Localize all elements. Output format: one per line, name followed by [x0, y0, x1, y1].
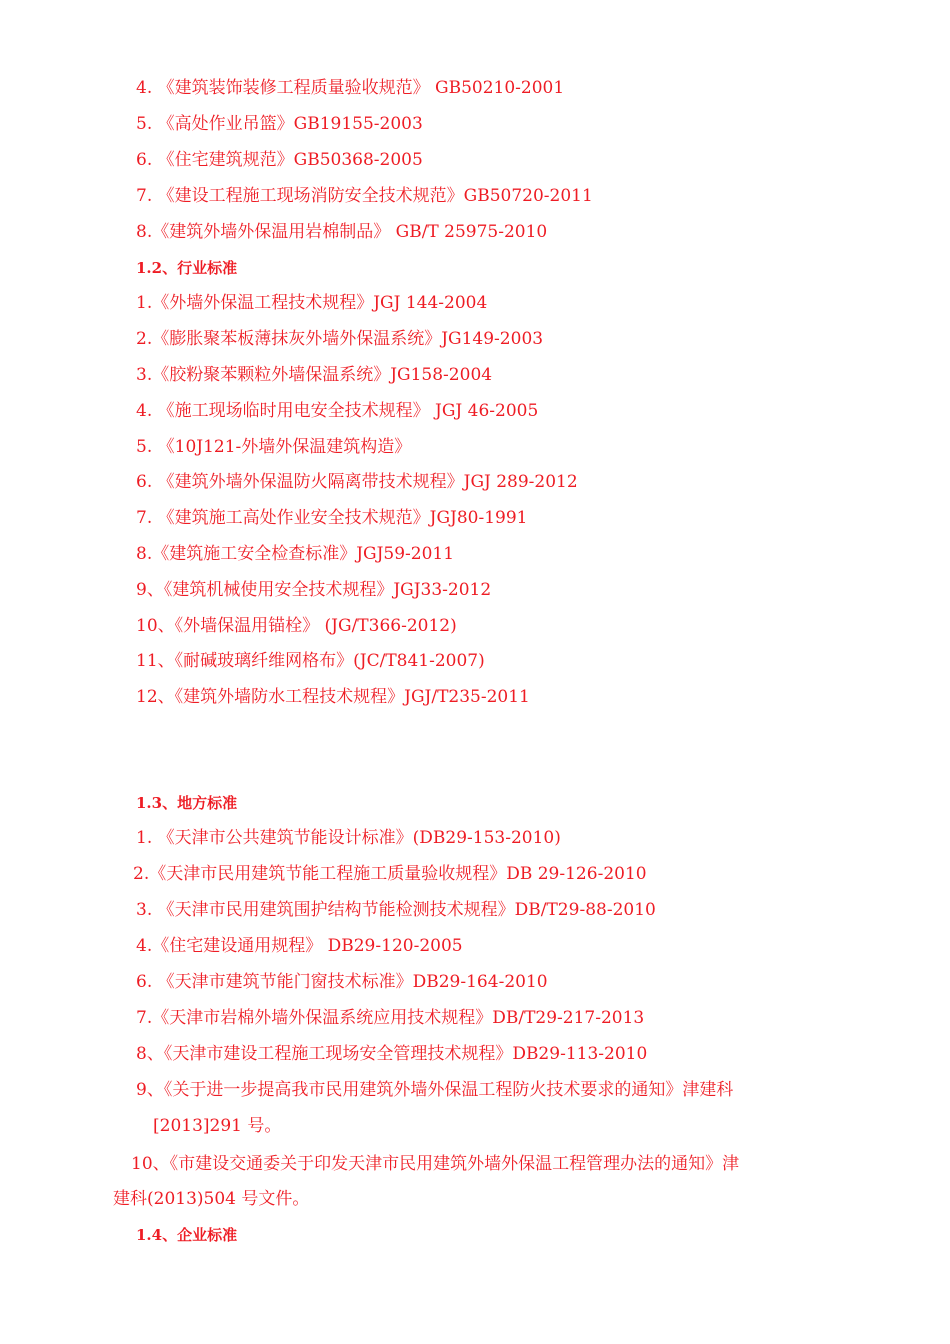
local-standard-item: 7.《天津市岩棉外墙外保温系统应用技术规程》DB/T29-217-2013: [136, 1008, 645, 1028]
industry-standard-item: 4. 《施工现场临时用电安全技术规程》 JGJ 46-2005: [136, 401, 539, 421]
national-standard-item: 6. 《住宅建筑规范》GB50368-2005: [136, 150, 423, 170]
industry-standard-item: 5. 《10J121-外墙外保温建筑构造》: [136, 437, 412, 457]
industry-standard-item: 6. 《建筑外墙外保温防火隔离带技术规程》JGJ 289-2012: [136, 472, 578, 492]
local-standard-item-continuation: [2013]291 号。: [153, 1116, 282, 1136]
national-standard-item: 8.《建筑外墙外保温用岩棉制品》 GB/T 25975-2010: [136, 222, 548, 242]
local-standard-item: 10、《市建设交通委关于印发天津市民用建筑外墙外保温工程管理办法的通知》津: [131, 1154, 740, 1174]
national-standard-item: 4. 《建筑装饰装修工程质量验收规范》 GB50210-2001: [136, 78, 565, 98]
local-standard-item: 3. 《天津市民用建筑围护结构节能检测技术规程》DB/T29-88-2010: [136, 900, 656, 920]
industry-standard-item: 10、《外墙保温用锚栓》 (JG/T366-2012): [136, 616, 457, 636]
industry-standard-item: 1.《外墙外保温工程技术规程》JGJ 144-2004: [136, 293, 488, 313]
local-standard-item: 8、《天津市建设工程施工现场安全管理技术规程》DB29-113-2010: [136, 1044, 648, 1064]
industry-standard-item: 7. 《建筑施工高处作业安全技术规范》JGJ80-1991: [136, 508, 528, 528]
local-standards-heading: 1.3、地方标准: [136, 794, 238, 812]
industry-standard-item: 12、《建筑外墙防水工程技术规程》JGJ/T235-2011: [136, 687, 530, 707]
local-standard-item: 1. 《天津市公共建筑节能设计标准》(DB29-153-2010): [136, 828, 561, 848]
national-standard-item: 7. 《建设工程施工现场消防安全技术规范》GB50720-2011: [136, 186, 593, 206]
industry-standard-item: 8.《建筑施工安全检查标准》JGJ59-2011: [136, 544, 455, 564]
local-standard-item: 4.《住宅建设通用规程》 DB29-120-2005: [136, 936, 463, 956]
industry-standard-item: 9、《建筑机械使用安全技术规程》JGJ33-2012: [136, 580, 492, 600]
local-standard-item-continuation: 建科(2013)504 号文件。: [113, 1189, 310, 1209]
national-standard-item: 5. 《高处作业吊篮》GB19155-2003: [136, 114, 423, 134]
local-standard-item: 2.《天津市民用建筑节能工程施工质量验收规程》DB 29-126-2010: [133, 864, 647, 884]
industry-standard-item: 2.《膨胀聚苯板薄抹灰外墙外保温系统》JG149-2003: [136, 329, 544, 349]
industry-standard-item: 11、《耐碱玻璃纤维网格布》(JC/T841-2007): [136, 651, 485, 671]
industry-standards-heading: 1.2、行业标准: [136, 259, 238, 277]
industry-standard-item: 3.《胶粉聚苯颗粒外墙保温系统》JG158-2004: [136, 365, 493, 385]
local-standard-item: 6. 《天津市建筑节能门窗技术标准》DB29-164-2010: [136, 972, 548, 992]
enterprise-standards-heading: 1.4、企业标准: [136, 1226, 238, 1244]
local-standard-item: 9、《关于进一步提高我市民用建筑外墙外保温工程防火技术要求的通知》津建科: [136, 1080, 734, 1100]
